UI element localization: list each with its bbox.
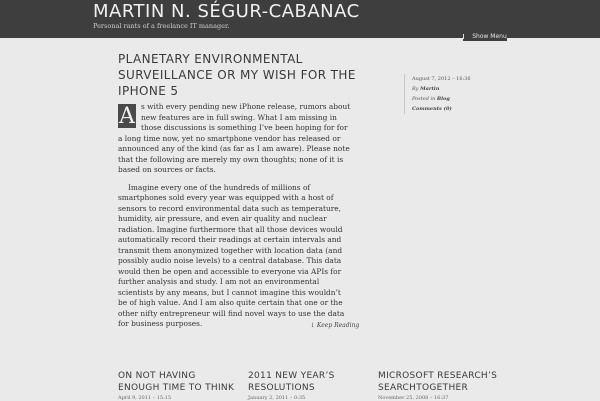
author-link[interactable]: Martin <box>420 86 440 92</box>
category-link[interactable]: Blog <box>436 96 450 102</box>
site-description: Personal rants of a freelance IT manager. <box>93 22 230 30</box>
comments-link[interactable] <box>412 104 502 114</box>
post-author-line <box>412 84 502 94</box>
by-label: By <box>412 86 419 92</box>
site-title[interactable]: MARTIN N. SÉGUR-CABANAC <box>93 1 360 22</box>
post-content <box>118 102 352 337</box>
post-date: August 7, 2012 – 16:36 <box>412 76 471 82</box>
paragraph-2: Imagine every one of the hundreds of millions of smartphones sold every year was equipped with a host of sensors to record environmental data such as temperature, humidity, air pressure, and even air quality and nuclear radiation. Imagine furthermore that all those devices would automatically record their readings at certain intervals and transmit them anonymized together with location data (and possibly audio noise levels) to a central database. This data would then be open and accessible to everyone via APIs for further analysis and study. I am not an environmental scientists by any means, but I cannot imagine this wouldn’t be of high value. And I am also quite certain that one or the other nifty entrepreneur will find novel ways to use the data for business purposes. <box>118 182 345 328</box>
paragraph-1-text: s with every pending new iPhone release, rumors about new features are in full swing. What I am missing in those discussions is something I’ve been hoping for for a long time now, yet no smartphone vendor has released or announced any of the kind (as far as I am aware). Please note that the following are merely my own thoughts; none of it is based on sources or facts. <box>118 102 351 174</box>
post-meta <box>404 74 502 114</box>
related-post-date-3: November 25, 2008 – 16:37 <box>378 395 449 401</box>
post-category-line <box>412 94 502 104</box>
related-post-date-1: April 9, 2011 – 15:15 <box>118 395 172 401</box>
show-menu-label: Show Menu <box>472 33 507 40</box>
related-post-date-2: January 2, 2011 – 0:35 <box>248 395 306 401</box>
posted-in-label: Posted in <box>412 96 436 102</box>
keep-reading-link[interactable]: ↓ Keep Reading <box>310 322 360 329</box>
show-menu-button[interactable] <box>463 32 507 41</box>
paragraph-1 <box>118 102 352 176</box>
related-post-title-2[interactable]: 2011 NEW YEAR’S RESOLUTIONS <box>248 371 335 393</box>
site-header <box>0 0 600 38</box>
comments-label: Comments (0) <box>412 106 452 112</box>
post-title[interactable]: PLANETARY ENVIRONMENTAL SURVEILLANCE OR MY WISH FOR THE IPHONE 5 <box>118 52 356 98</box>
related-post-title-1[interactable]: ON NOT HAVING ENOUGH TIME TO THINK <box>118 371 235 393</box>
related-post-title-3[interactable]: MICROSOFT RESEARCH’S SEARCHTOGETHER <box>378 371 498 393</box>
menu-divider-icon <box>463 34 464 39</box>
drop-cap: A <box>119 104 135 129</box>
